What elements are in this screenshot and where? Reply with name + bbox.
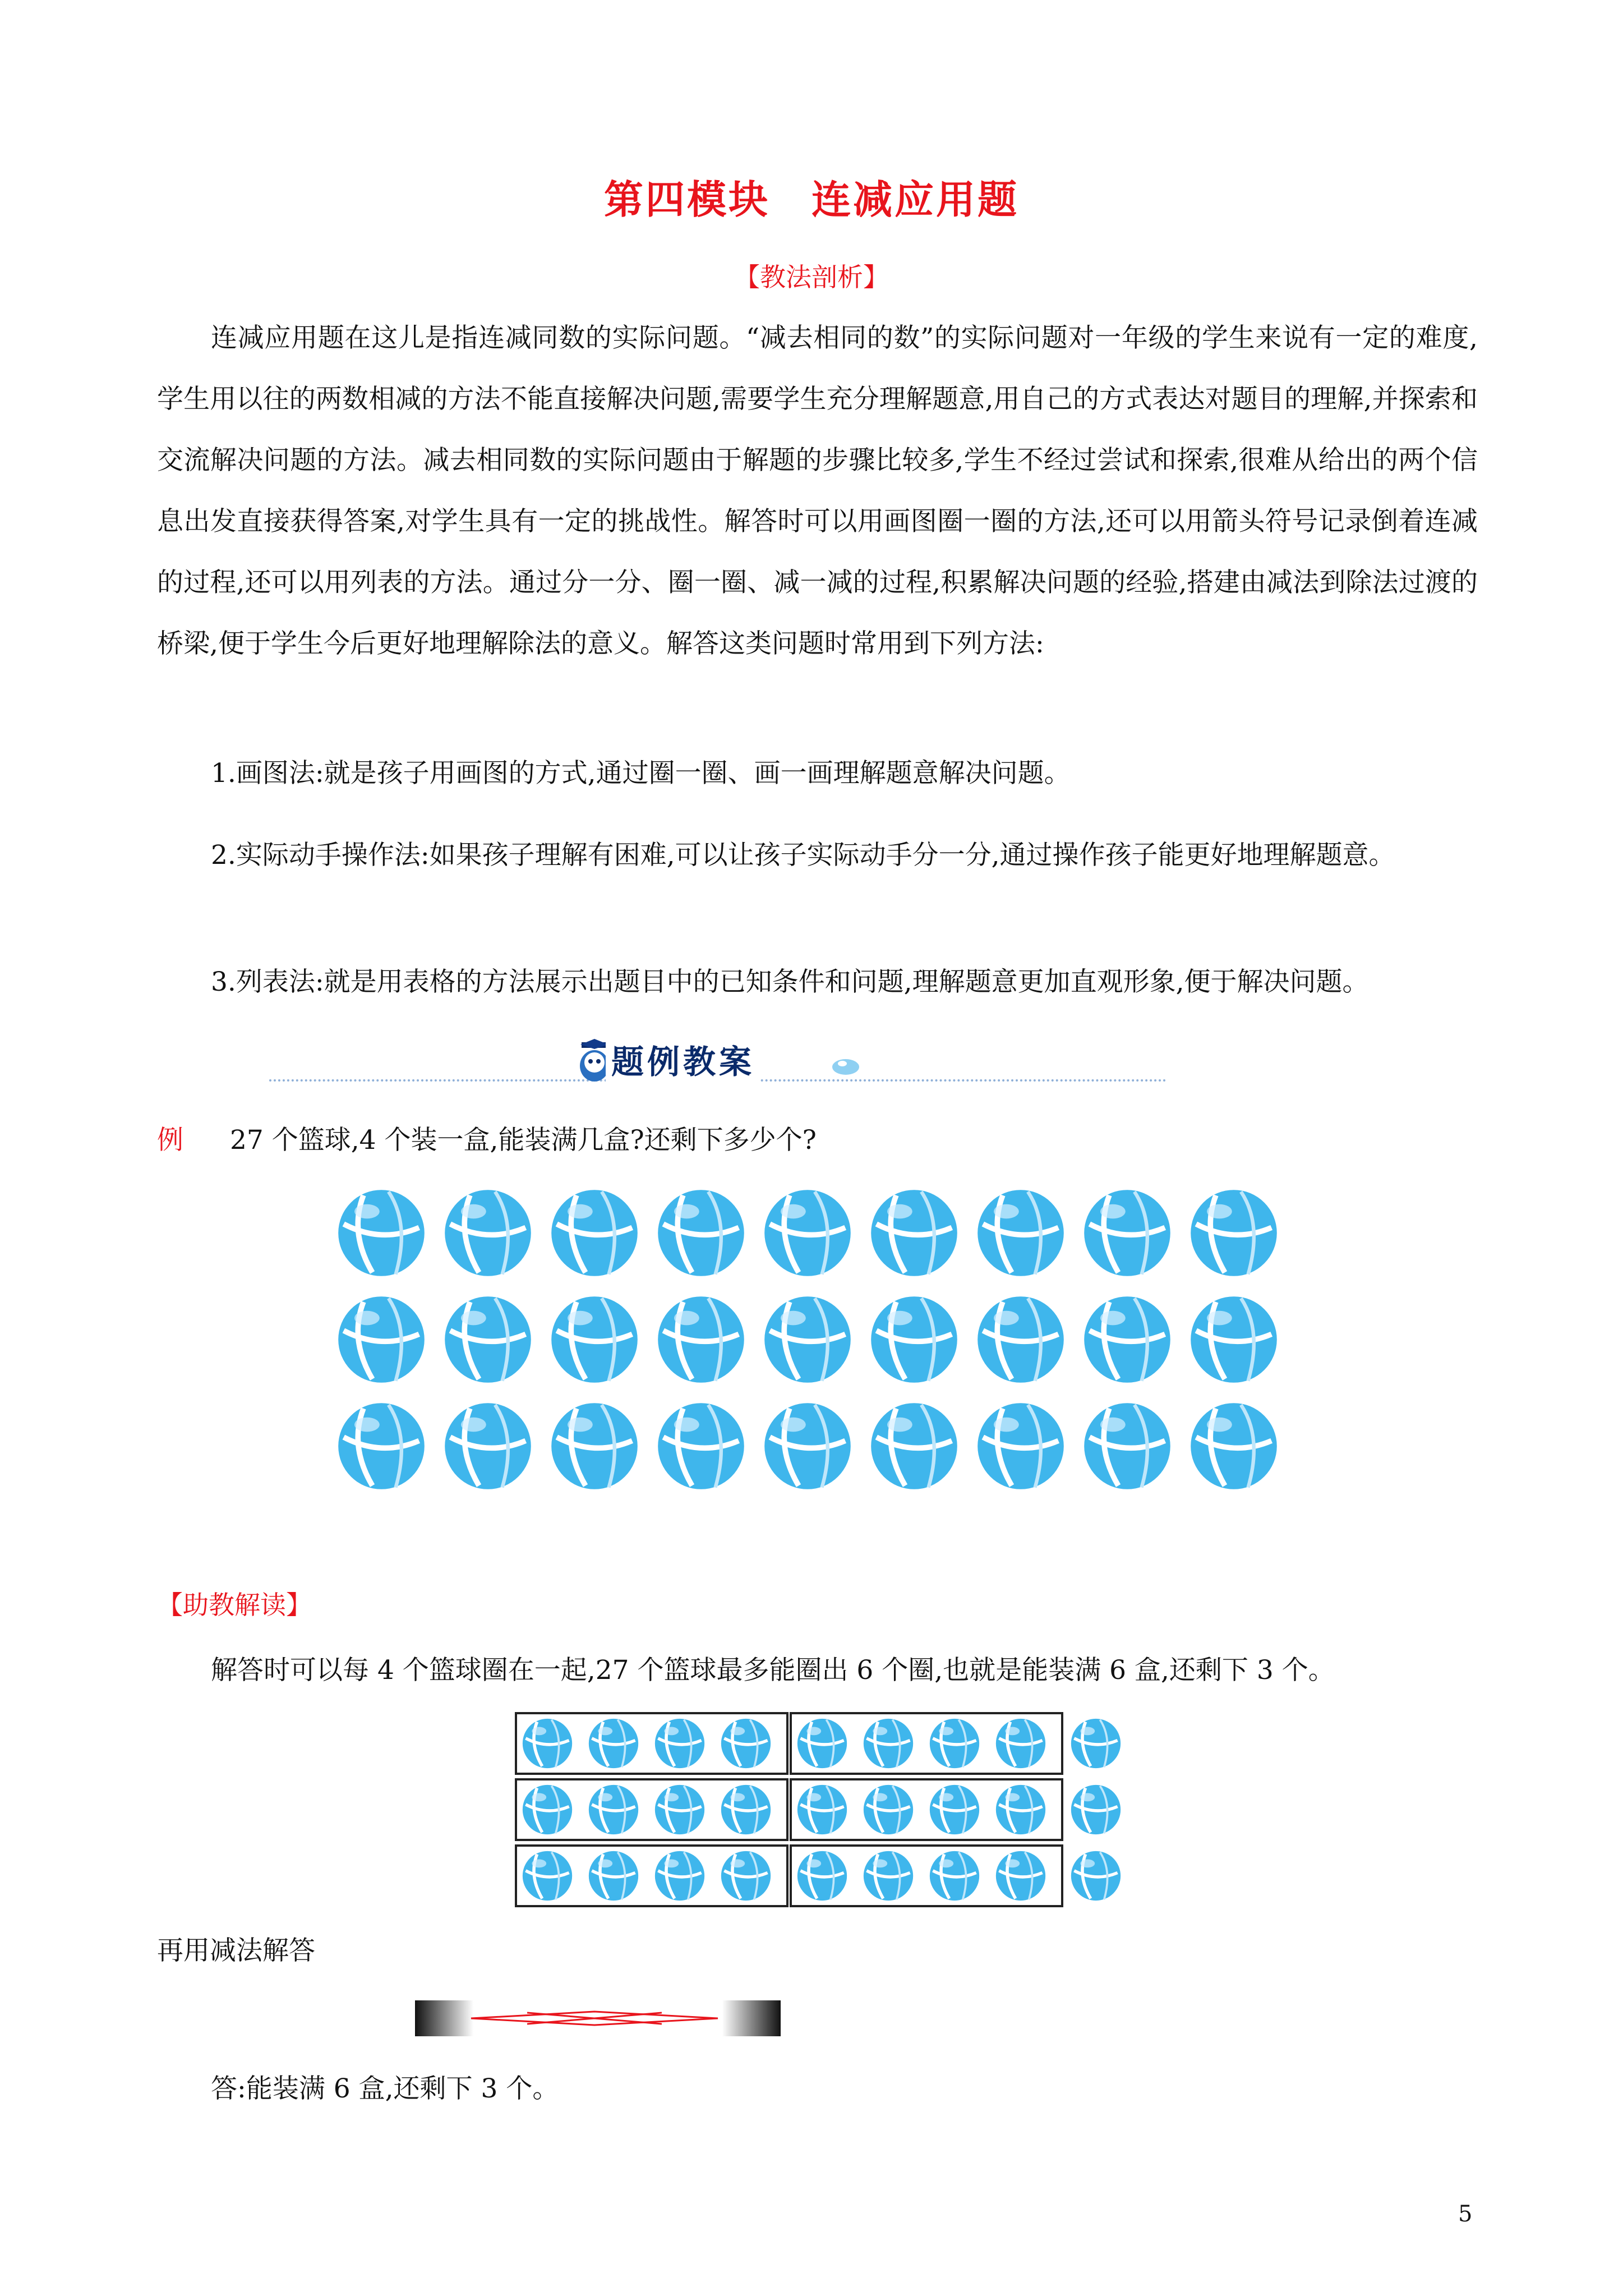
teaching-analysis-heading: 【教法剖析】 <box>734 262 889 292</box>
basketball-icon <box>522 1850 573 1902</box>
method-item-3: 3.列表法:就是用表格的方法展示出题目中的已知条件和问题,理解题意更加直观形象,便于解决问题。 <box>211 967 1369 997</box>
basketball-icon <box>1189 1188 1279 1278</box>
basketball-icon <box>550 1188 639 1278</box>
basketball-icon <box>1070 1850 1122 1902</box>
basketball-icon <box>550 1295 639 1384</box>
basketball-icon <box>976 1295 1066 1384</box>
basketball-icon <box>929 1784 980 1835</box>
basketball-icon <box>995 1850 1046 1902</box>
basketball-icon <box>869 1401 959 1491</box>
basketball-icon <box>763 1401 852 1491</box>
basketball-icon <box>336 1401 426 1491</box>
basketball-icon <box>443 1188 533 1278</box>
basketball-icon <box>1082 1401 1172 1491</box>
basketball-icon <box>869 1295 959 1384</box>
basketball-icon <box>588 1718 639 1769</box>
basketball-icon <box>863 1850 914 1902</box>
basketball-icon <box>929 1718 980 1769</box>
basketball-icon <box>863 1718 914 1769</box>
basketball-icon <box>656 1401 746 1491</box>
basketball-icon <box>336 1295 426 1384</box>
basketball-icon <box>720 1850 772 1902</box>
basketball-grid <box>336 1188 1295 1508</box>
basketball-icon <box>336 1188 426 1278</box>
basketball-icon <box>863 1784 914 1835</box>
broken-image-bar <box>415 2000 781 2036</box>
basketball-icon <box>1082 1295 1172 1384</box>
basketball-icon <box>1189 1401 1279 1491</box>
page-title: 第四模块 连减应用题 <box>604 177 1019 223</box>
basketball-icon <box>588 1850 639 1902</box>
method-item-2: 2.实际动手操作法:如果孩子理解有困难,可以让孩子实际动手分一分,通过操作孩子能更好地理解题意。 <box>211 840 1395 871</box>
basketball-icon <box>796 1850 848 1902</box>
basketball-icon <box>995 1784 1046 1835</box>
explanation-text: 解答时可以每 4 个篮球圈在一起,27 个篮球最多能圈出 6 个圈,也就是能装满 6 盒,还剩下 3 个。 <box>211 1655 1335 1686</box>
page-number: 5 <box>1458 2201 1473 2227</box>
basketball-icon <box>976 1401 1066 1491</box>
basketball-icon <box>656 1295 746 1384</box>
basketball-icon <box>550 1401 639 1491</box>
basketball-icon <box>796 1718 848 1769</box>
basketball-icon <box>656 1188 746 1278</box>
example-label: 例 <box>157 1125 183 1156</box>
subtraction-intro: 再用减法解答 <box>157 1935 315 1966</box>
example-question: 27 个篮球,4 个装一盒,能装满几盒?还剩下多少个? <box>230 1125 817 1156</box>
basketball-icon <box>588 1784 639 1835</box>
basketball-icon <box>763 1188 852 1278</box>
example-banner <box>269 1038 1166 1088</box>
basketball-icon <box>1082 1188 1172 1278</box>
basketball-icon <box>929 1850 980 1902</box>
basketball-icon <box>763 1295 852 1384</box>
basketball-icon <box>654 1784 706 1835</box>
basketball-icon <box>443 1295 533 1384</box>
basketball-icon <box>522 1718 573 1769</box>
basketball-icon <box>995 1718 1046 1769</box>
grouped-basketballs <box>515 1712 1132 1908</box>
basketball-icon <box>654 1718 706 1769</box>
final-answer: 答:能装满 6 盒,还剩下 3 个。 <box>211 2073 559 2104</box>
bubble-icon <box>830 1055 864 1077</box>
basketball-icon <box>720 1784 772 1835</box>
basketball-icon <box>1070 1718 1122 1769</box>
basketball-icon <box>654 1850 706 1902</box>
basketball-icon <box>443 1401 533 1491</box>
basketball-icon <box>720 1718 772 1769</box>
basketball-icon <box>869 1188 959 1278</box>
helper-heading: 【助教解读】 <box>157 1590 312 1620</box>
basketball-icon <box>1070 1784 1122 1835</box>
basketball-icon <box>522 1784 573 1835</box>
banner-title: 题例教案 <box>606 1036 760 1083</box>
teaching-analysis-paragraph: 连减应用题在这儿是指连减同数的实际问题。“减去相同的数”的实际问题对一年级的学生来说有一定的难度,学生用以往的两数相减的方法不能直接解决问题,需要学生充分理解题意,用自己的方式表达对题目的理解,并探索和交流解决问题的方法。减去相同数的实际问题由于解题的步骤比较多,学生不经过尝试和探索,很难从给出的两个信息出发直接获得答案,对学生具有一定的挑战性。解答时可以用画图圈一圈的方法,还可以用箭头符号记录倒着连减的过程,还可以用列表的方法。通过分一分、圈一圈、减一减的过程,积累解决问题的经验,搭建由减法到除法过渡的桥梁,便于学生今后更好地理解除法的意义。解答这类问题时常用到下列方法: <box>157 323 1478 659</box>
basketball-icon <box>796 1784 848 1835</box>
method-item-1: 1.画图法:就是孩子用画图的方式,通过圈一圈、画一画理解题意解决问题。 <box>211 758 1071 789</box>
basketball-icon <box>1189 1295 1279 1384</box>
basketball-icon <box>976 1188 1066 1278</box>
